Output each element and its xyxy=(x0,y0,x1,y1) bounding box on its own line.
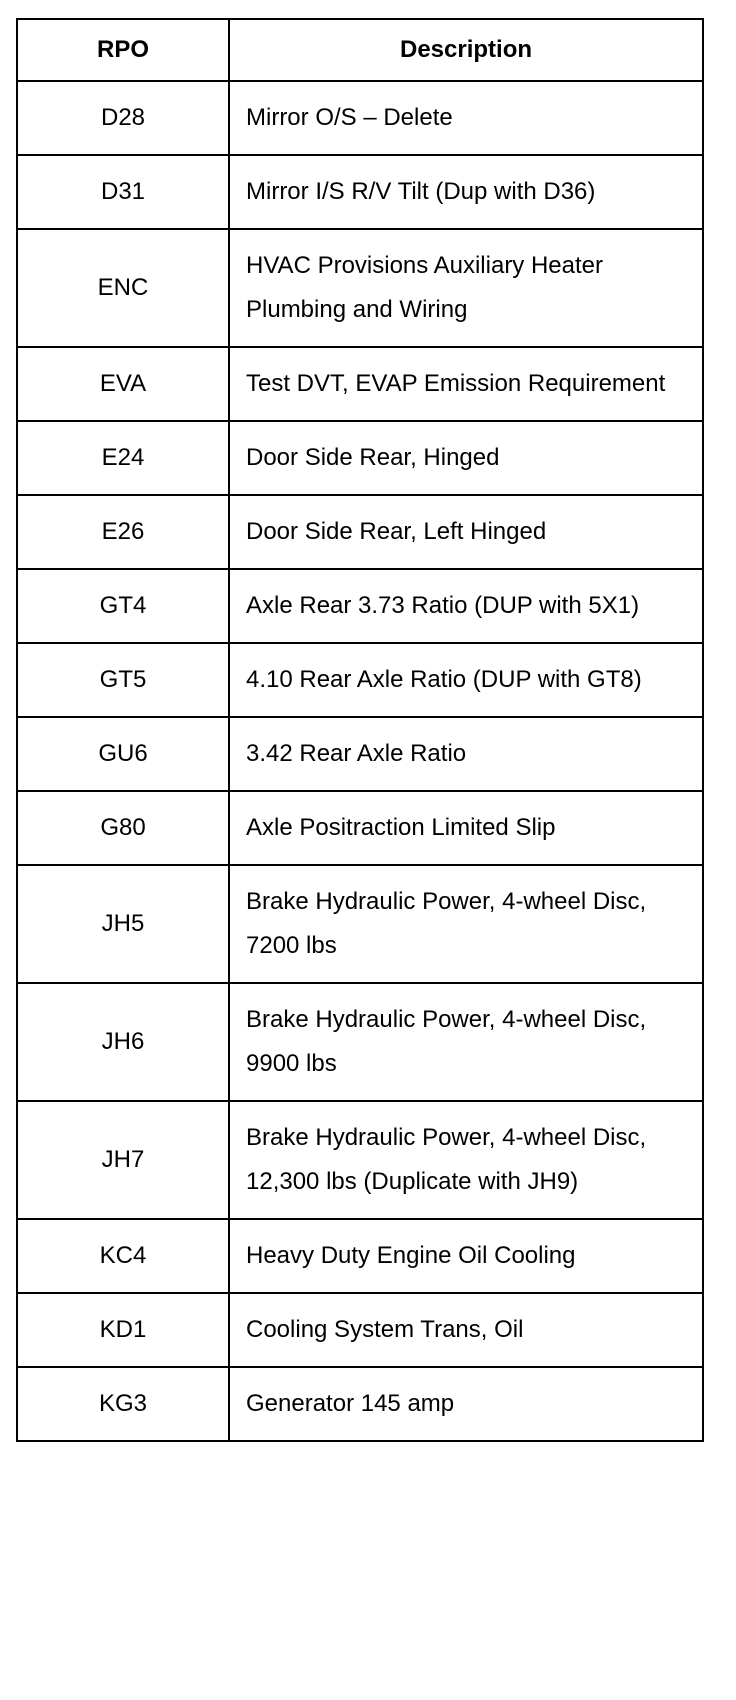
rpo-code-cell: JH7 xyxy=(17,1101,229,1219)
table-row xyxy=(17,495,703,569)
table-body xyxy=(17,81,703,1441)
rpo-code-cell: ENC xyxy=(17,229,229,347)
rpo-code-cell: E24 xyxy=(17,421,229,495)
header-row xyxy=(17,19,703,81)
description-cell: Door Side Rear, Left Hinged xyxy=(229,495,703,569)
table-row xyxy=(17,1293,703,1367)
rpo-code-cell: GU6 xyxy=(17,717,229,791)
description-cell: 3.42 Rear Axle Ratio xyxy=(229,717,703,791)
rpo-code-cell: GT4 xyxy=(17,569,229,643)
table-row xyxy=(17,569,703,643)
table-row xyxy=(17,1367,703,1441)
table-row xyxy=(17,643,703,717)
rpo-code-cell: KG3 xyxy=(17,1367,229,1441)
table-row xyxy=(17,421,703,495)
table-row xyxy=(17,1101,703,1219)
rpo-table xyxy=(16,18,704,1442)
description-column-header: Description xyxy=(229,19,703,81)
table-row xyxy=(17,81,703,155)
rpo-code-cell: EVA xyxy=(17,347,229,421)
rpo-code-cell: G80 xyxy=(17,791,229,865)
table-row xyxy=(17,717,703,791)
table-row xyxy=(17,347,703,421)
rpo-code-cell: KD1 xyxy=(17,1293,229,1367)
description-cell: Door Side Rear, Hinged xyxy=(229,421,703,495)
rpo-code-cell: E26 xyxy=(17,495,229,569)
table-row xyxy=(17,983,703,1101)
rpo-code-cell: KC4 xyxy=(17,1219,229,1293)
description-cell: Test DVT, EVAP Emission Requirement xyxy=(229,347,703,421)
rpo-code-cell: D31 xyxy=(17,155,229,229)
rpo-code-cell: JH6 xyxy=(17,983,229,1101)
description-cell: Brake Hydraulic Power, 4-wheel Disc, 9900 lbs xyxy=(229,983,703,1101)
table-row xyxy=(17,1219,703,1293)
rpo-code-cell: GT5 xyxy=(17,643,229,717)
description-cell: 4.10 Rear Axle Ratio (DUP with GT8) xyxy=(229,643,703,717)
description-cell: Generator 145 amp xyxy=(229,1367,703,1441)
rpo-code-cell: D28 xyxy=(17,81,229,155)
table-row xyxy=(17,229,703,347)
description-cell: Brake Hydraulic Power, 4-wheel Disc, 12,300 lbs (Duplicate with JH9) xyxy=(229,1101,703,1219)
rpo-code-cell: JH5 xyxy=(17,865,229,983)
description-cell: Heavy Duty Engine Oil Cooling xyxy=(229,1219,703,1293)
table-row xyxy=(17,865,703,983)
description-cell: Axle Positraction Limited Slip xyxy=(229,791,703,865)
table-header xyxy=(17,19,703,81)
description-cell: Mirror I/S R/V Tilt (Dup with D36) xyxy=(229,155,703,229)
table-row xyxy=(17,155,703,229)
description-cell: Mirror O/S – Delete xyxy=(229,81,703,155)
rpo-column-header: RPO xyxy=(17,19,229,81)
description-cell: Axle Rear 3.73 Ratio (DUP with 5X1) xyxy=(229,569,703,643)
table-row xyxy=(17,791,703,865)
description-cell: Cooling System Trans, Oil xyxy=(229,1293,703,1367)
description-cell: HVAC Provisions Auxiliary Heater Plumbing and Wiring xyxy=(229,229,703,347)
description-cell: Brake Hydraulic Power, 4-wheel Disc, 7200 lbs xyxy=(229,865,703,983)
